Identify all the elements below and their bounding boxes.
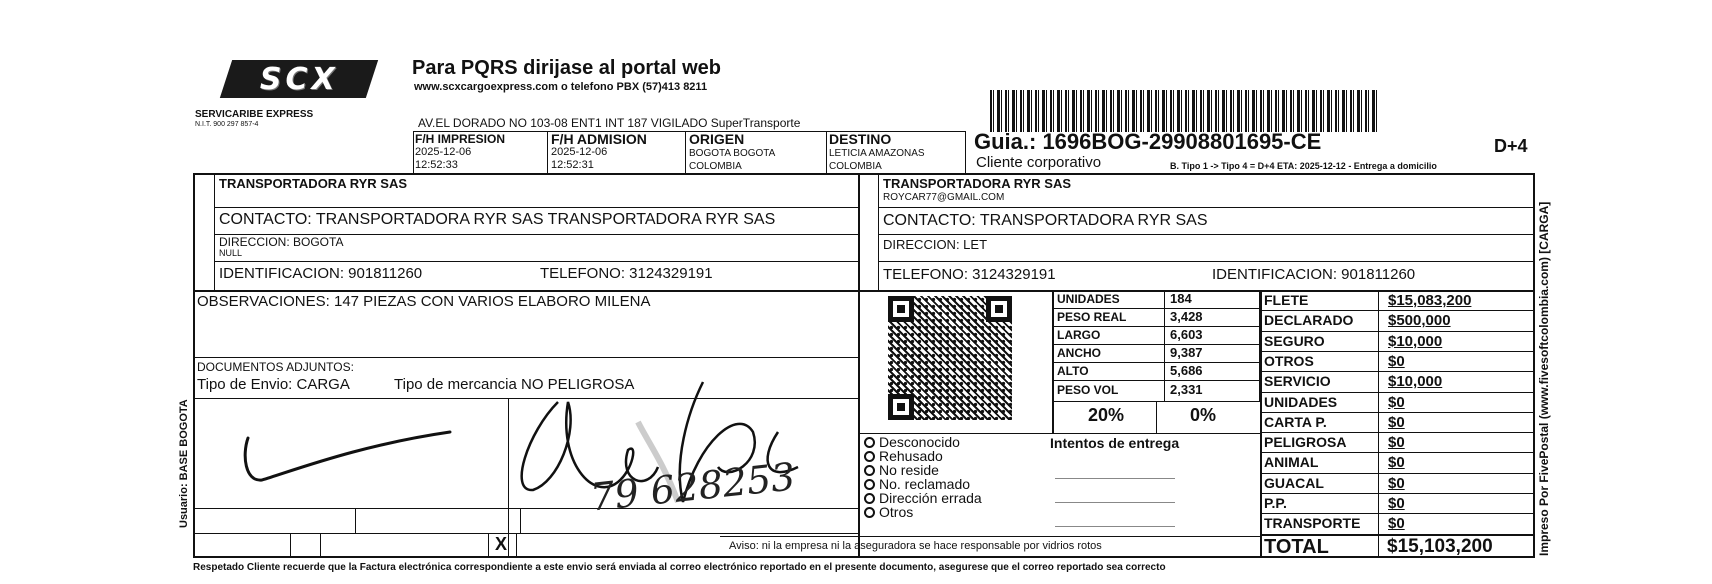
- charge-label: CARTA P.: [1264, 413, 1327, 430]
- delivery-options: [864, 435, 982, 519]
- charge-value: $500,000: [1388, 312, 1451, 330]
- delivery-option[interactable]: Rehusado: [864, 449, 982, 463]
- charge-label: FLETE: [1264, 292, 1309, 308]
- receiver-address: DIRECCION: LET: [883, 237, 988, 252]
- percent-1: 20%: [1088, 405, 1125, 425]
- charge-label: SEGURO: [1264, 332, 1325, 349]
- pqrs-contact: www.scxcargoexpress.com o telefono PBX (57)413 8211: [414, 81, 708, 93]
- measure-value-peso-real: 3,428: [1170, 309, 1203, 324]
- info-value-admision-time: 12:52:31: [551, 159, 594, 171]
- documents-label: DOCUMENTOS ADJUNTOS:: [197, 360, 354, 374]
- info-label-impresion: F/H IMPRESION: [415, 132, 506, 146]
- delivery-option[interactable]: Dirección errada: [864, 491, 982, 505]
- measure-label-unidades: UNIDADES: [1057, 292, 1120, 306]
- receiver-phone: TELEFONO: 3124329191: [883, 266, 1056, 283]
- charge-label: OTROS: [1264, 352, 1314, 369]
- info-label-destino: DESTINO: [829, 131, 892, 147]
- sender-signature: [240, 400, 460, 500]
- info-label-origen: ORIGEN: [689, 131, 745, 147]
- charge-value: $10,000: [1388, 332, 1443, 350]
- client-type: Cliente corporativo: [976, 154, 1102, 171]
- sender-contact: CONTACTO: TRANSPORTADORA RYR SAS TRANSPORTADORA RYR SAS: [219, 211, 776, 228]
- observations: OBSERVACIONES: 147 PIEZAS CON VARIOS ELABORO MILENA: [197, 293, 651, 310]
- sender-address-2: NULL: [219, 248, 243, 258]
- info-value-destino-city: LETICIA AMAZONAS: [829, 148, 925, 159]
- logo-text: SCX: [259, 61, 339, 97]
- info-value-impresion-date: 2025-12-06: [415, 146, 472, 158]
- user-side-label: Usuario: BASE BOGOTA: [178, 399, 190, 528]
- address-line: AV.EL DORADO NO 103-08 ENT1 INT 187 VIGILADO SuperTransporte: [418, 116, 801, 130]
- charge-value: $0: [1388, 474, 1405, 492]
- sender-name: TRANSPORTADORA RYR SAS: [219, 176, 408, 191]
- charge-value: $0: [1388, 393, 1405, 411]
- radio-circle-icon: [864, 507, 875, 518]
- eta-note: B. Tipo 1 -> Tipo 4 = D+4 ETA: 2025-12-12 - Entrega a domicilio: [1170, 161, 1437, 171]
- charge-label: PELIGROSA: [1264, 434, 1347, 451]
- radio-circle-icon: [864, 465, 875, 476]
- info-value-origen-city: BOGOTA BOGOTA: [689, 148, 776, 159]
- charge-value: $0: [1388, 515, 1405, 533]
- charge-label: P.P.: [1264, 495, 1287, 511]
- charge-label: UNIDADES: [1264, 393, 1338, 410]
- footer-note: Respetado Cliente recuerde que la Factura electrónica correspondiente a este envio será enviada al correo electrónico reportado en el presente documento, asegurese que el correo reportado sea correcto: [193, 562, 1166, 573]
- charge-value: $0: [1388, 434, 1405, 452]
- radio-circle-icon: [864, 493, 875, 504]
- shipping-type: Tipo de Envio: CARGA: [197, 376, 350, 393]
- qr-code: [888, 296, 1012, 420]
- info-value-destino-country: COLOMBIA: [829, 161, 882, 172]
- radio-circle-icon: [864, 479, 875, 490]
- guia-number: Guia.: 1696BOG-29908801695-CE: [974, 129, 1322, 154]
- mark-x: X: [495, 534, 508, 554]
- service-level: D+4: [1494, 136, 1528, 156]
- delivery-option[interactable]: No reside: [864, 463, 982, 477]
- measure-value-ancho: 9,387: [1170, 345, 1203, 360]
- measure-label-alto: ALTO: [1057, 364, 1089, 378]
- barcode: [990, 90, 1380, 132]
- info-value-admision-date: 2025-12-06: [551, 146, 608, 158]
- receiver-id: IDENTIFICACION: 901811260: [1212, 266, 1416, 283]
- measure-value-alto: 5,686: [1170, 363, 1203, 378]
- notice: Aviso: ni la empresa ni la aseguradora se hace responsable por vidrios rotos: [729, 540, 1102, 552]
- info-value-origen-country: COLOMBIA: [689, 161, 742, 172]
- measure-label-peso-vol: PESO VOL: [1057, 383, 1119, 397]
- total-value: $15,103,200: [1387, 536, 1493, 557]
- charge-value: $10,000: [1388, 373, 1443, 391]
- receiver-email: ROYCAR77@GMAIL.COM: [883, 192, 1005, 203]
- measure-label-peso-real: PESO REAL: [1057, 310, 1127, 324]
- charge-label: SERVICIO: [1264, 373, 1331, 390]
- charge-label: TRANSPORTE: [1264, 515, 1361, 532]
- company-name: SERVICARIBE EXPRESS: [195, 109, 314, 120]
- radio-circle-icon: [864, 437, 875, 448]
- radio-circle-icon: [864, 451, 875, 462]
- sender-id: IDENTIFICACION: 901811260: [219, 265, 423, 282]
- info-value-impresion-time: 12:52:33: [415, 159, 458, 171]
- delivery-option[interactable]: Desconocido: [864, 435, 982, 449]
- scx-logo: [220, 60, 378, 98]
- measure-label-ancho: ANCHO: [1057, 346, 1101, 360]
- delivery-option[interactable]: No. reclamado: [864, 477, 982, 491]
- charge-label: ANIMAL: [1264, 454, 1319, 471]
- charge-value: $0: [1388, 352, 1405, 370]
- merchandise-type: Tipo de mercancia NO PELIGROSA: [394, 376, 635, 393]
- measure-value-peso-vol: 2,331: [1170, 382, 1203, 397]
- measure-value-unidades: 184: [1170, 291, 1192, 306]
- measure-value-largo: 6,603: [1170, 327, 1203, 342]
- charge-value: $15,083,200: [1388, 292, 1472, 309]
- delivery-option[interactable]: Otros: [864, 505, 982, 519]
- charge-value: $0: [1388, 454, 1405, 472]
- delivery-attempts-label: Intentos de entrega: [1050, 435, 1180, 451]
- measure-label-largo: LARGO: [1057, 328, 1101, 342]
- receiver-contact: CONTACTO: TRANSPORTADORA RYR SAS: [883, 212, 1208, 229]
- info-label-admision: F/H ADMISION: [551, 131, 647, 147]
- company-nit: N.I.T. 900 297 857-4: [195, 121, 259, 128]
- total-label: TOTAL: [1264, 536, 1329, 558]
- charge-value: $0: [1388, 413, 1405, 431]
- charge-value: $0: [1388, 495, 1405, 512]
- percent-2: 0%: [1190, 405, 1217, 425]
- printed-by-label: Impreso Por FivePostal (www.fivesoftcolombia.com) [CARGA]: [1537, 201, 1551, 556]
- sender-phone: TELEFONO: 3124329191: [540, 265, 713, 282]
- charge-label: GUACAL: [1264, 474, 1324, 491]
- sender-address: DIRECCION: BOGOTA: [219, 235, 344, 249]
- receiver-name: TRANSPORTADORA RYR SAS: [883, 176, 1072, 191]
- handwritten-number: 79 628253: [588, 454, 798, 520]
- pqrs-title: Para PQRS dirijase al portal web: [412, 57, 722, 79]
- charge-label: DECLARADO: [1264, 312, 1354, 329]
